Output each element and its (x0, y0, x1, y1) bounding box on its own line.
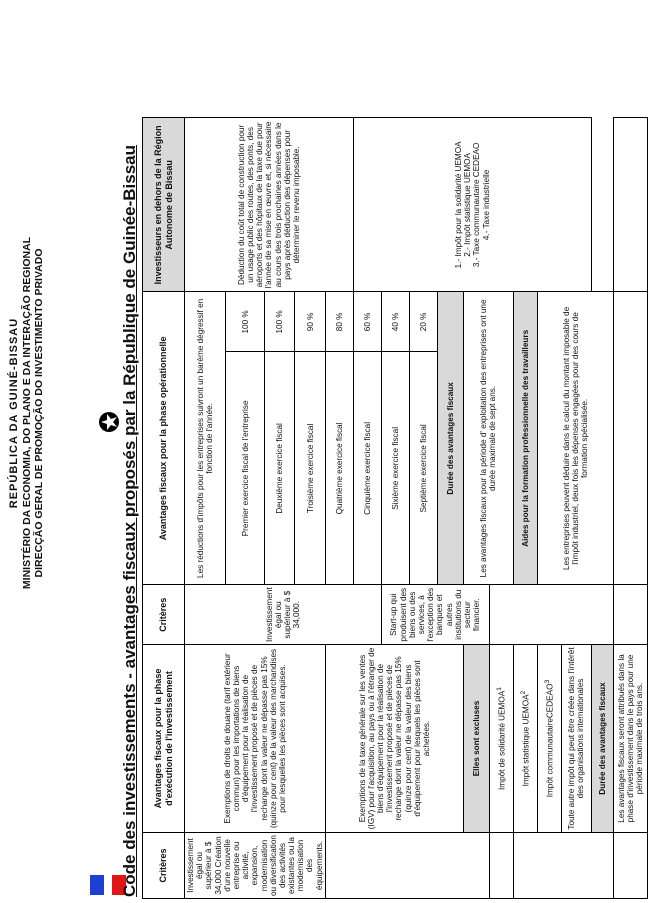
criteria-startup-cell: Start-up qui produisent des biens ou des services, à l'exception des banques et autres institutions du secteur financier. (381, 585, 489, 645)
year-6-pct: 40 % (381, 292, 409, 352)
year-4-label: Quatrième exercice fiscal (325, 352, 353, 585)
duration-text-exec: Les avantages fiscaux seront attribués dans la phase d'investissement dans le pays pour une période maximale de trois ans. (613, 645, 647, 833)
year-6-label: Sixième exercice fiscal (381, 352, 409, 585)
excl-4-cell: Toute autre impôt qui peut être créée dans l'intérêt des organisations internationales (561, 645, 591, 833)
year-3-pct: 90 % (295, 292, 325, 352)
excl-2-cell (513, 645, 537, 833)
oper-intro-cell: Les réductions d'impôts pour les entreprises suivront un barème dégressif en fonction de l'année. (185, 292, 226, 585)
year-2-pct: 100 % (265, 292, 295, 352)
hors-region-cell: Déduction du coût total de construction pour un usage public des routes, des ponts, des aéroports et des hôpitaux de la taxe due pour l'année de sa mise en œuvre et, si nécessaire au cours des trois prochaines années dans le pays après déduction des dépenses pour déterminer le revenu imposable. (185, 118, 354, 292)
criteria-1-tail (489, 833, 513, 899)
criteria-1-cell: Investissement égal ou supérieur à $ 34,000 Création d'une nouvelle entreprise ou activité, expansion, modernisation ou diversification des activités existantes ou la modernisation des équipements. (185, 833, 326, 899)
criteria-2-cell: Investissement égal ou supérieur à $ 34,000. (185, 585, 382, 645)
tax-benefits-table (142, 117, 648, 899)
footnotes-cell (353, 118, 591, 292)
duration-heading-oper: Durée des avantages fiscaux (437, 292, 463, 585)
year-7-label: Septième exercice fiscal (409, 352, 437, 585)
header-country: REPÚBLICA DA GUINÉ-BISSAU (8, 317, 20, 509)
duration-heading-exec: Durée des avantages fiscaux (591, 645, 613, 833)
header (8, 183, 45, 643)
training-heading: Aides pour la formation professionnelle des travailleurs (513, 292, 537, 585)
footnote-2: 2.- Impôt statistique UEMOA (463, 153, 473, 257)
year-2-label: Deuxième exercice fiscal (265, 352, 295, 585)
criteria-1-continued (325, 833, 489, 899)
criteria-1-final (613, 833, 647, 899)
year-5-pct: 60 % (353, 292, 381, 352)
training-text: Les entreprises peuvent déduire dans le calcul du montant imposable de l'impôt industriel, deux fois les dépenses engagées pour des cours de formation spécialisée. (537, 292, 613, 585)
footnote-3: 3.- Taxe communautaire CEDEAO (472, 142, 482, 268)
year-1-label: Premier exercice fiscal de l'entreprise (226, 352, 265, 585)
col-header-hors-region: Investisseurs en dehors de la Région Autonome de Bissau (143, 118, 185, 292)
year-1-pct: 100 % (226, 292, 265, 352)
oper-final-empty (613, 292, 647, 585)
criteria-2-tail (489, 585, 613, 645)
footnote-4: 4.- Taxe industrielle (481, 169, 491, 241)
year-4-pct: 80 % (325, 292, 353, 352)
col-header-exec-benefits: Avantages fiscaux pour la phase d'exécution de l'investissement (143, 645, 185, 833)
page-title: Code des investissements - avantages fiscaux proposés par la République de Guinée-Bissau (120, 144, 139, 897)
col-header-criteria-1: Critères (143, 833, 185, 899)
col-header-criteria-2: Critères (143, 585, 185, 645)
excl-3-sup: 3 (543, 679, 551, 684)
excl-3-label: Impôt communautaireCEDEAO (545, 683, 555, 798)
year-3-label: Troisième exercice fiscal (295, 352, 325, 585)
excl-3-cell (537, 645, 561, 833)
duration-text-oper: Les avantages fiscaux pour la période d' exploitation des entreprises ont une durée maximale de sept ans. (463, 292, 513, 585)
excl-2-sup: 2 (519, 690, 527, 695)
criteria-2-final (613, 585, 647, 645)
excl-2-label: Impôt statistique UEMOA (521, 694, 531, 787)
hors-region-final (613, 118, 647, 292)
exec-igv-cell: Exemptions de la taxe générale sur les ventes (IGV) pour l'acquisition, au pays ou à l'étranger de biens d'équipement pour la réalisation de l'investissement proposé et de pièces de rechange dont la valeur ne dépasse pas 15% (quinze pour cent) de la valeur des biens d'équipement pour lesquels les pièces sont achetées. (325, 645, 463, 833)
exec-douane-cell: Exemptions de droits de douane (tarif extérieur commun) pour les importations de biens d'équipement pour la réalisation de l'investissement proposé et de pièces de rechange dont la valeur ne dépasse pas 15% (quinze pour cent) de la valeur des marchandises pour lesquelles les pièces sont acquises. (185, 645, 326, 833)
excl-1-label: Impôt de solidarité UEMOA (497, 690, 507, 791)
excluded-heading: Elles sont excluses (463, 645, 489, 833)
year-7-pct: 20 % (409, 292, 437, 352)
year-5-label: Cinquième exercice fiscal (353, 352, 381, 585)
star-emblem-icon (98, 411, 120, 433)
excl-1-sup: 1 (495, 687, 503, 691)
criteria-1-end (513, 833, 613, 899)
header-ministry: MINISTÉRIO DA ECONOMIA, DO PLANO E DA INTERAÇÃO REGIONAL (20, 236, 33, 590)
excl-1-cell (489, 645, 513, 833)
header-direction: DIRECÇÃO GERAL DE PROMOÇÃO DO INVESTIMENTO PRIVADO (32, 248, 45, 578)
footnote-1: 1.- Impôt pour la solidarité UEMOA (453, 141, 463, 269)
col-header-oper-benefits: Avantages fiscaux pour la phase opérationnelle (143, 292, 185, 585)
